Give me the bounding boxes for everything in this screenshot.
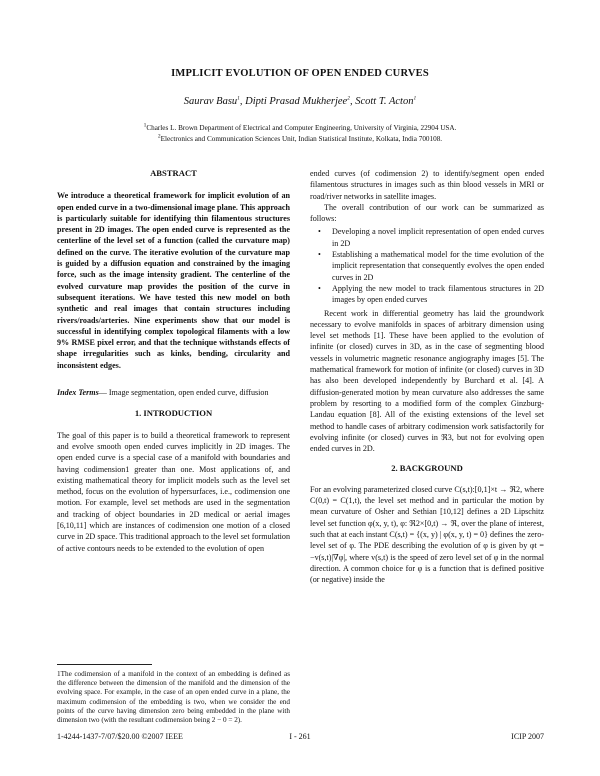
bullet-icon: • — [318, 250, 321, 260]
footer-copyright: 1-4244-1437-7/07/$20.00 ©2007 IEEE — [57, 732, 183, 741]
abstract-text: We introduce a theoretical framework for implicit evolution of an open ended curve in a two-dimensional image plane. This approach is particularly suitable for identifying thin filamentous structures present in 2D images. The open ended curve is represented as the centerline of the level set of a function (called the curvature map) defined on the curve. The iterative evolution of the curvature map is guided by a diffusion equation and constrained by the imaging force, such as the image intensity gradient. The centerline of the evolved curvature map provides the position of the curve in subsequent iterations. We have tested this new model on both synthetic and real images that contain structures including rivers/roads/arteries. Nine experiments show that our model is successful in identifying complex topological filaments with a low 9% RMSE pixel error, and that the technique withstands effects of shape irregularities such as kinks, bending, circularity and inconsistent edges. — [57, 191, 290, 370]
contribution-intro: The overall contribution of our work can be summarized as follows: — [310, 202, 544, 224]
affiliation-sup: 1 — [143, 122, 147, 129]
bullet-icon: • — [318, 227, 321, 237]
author-sup: 1 — [413, 95, 417, 102]
author-list: Saurav Basu$^1$, Dipti Prasad Mukherjee$^2$, Scott T. Acton$^1$ — [183, 95, 417, 107]
index-terms — [57, 387, 290, 398]
list-item-text: Developing a novel implicit representation of open ended curves in 2D — [332, 227, 544, 248]
index-terms-label: Index Terms — [57, 388, 99, 398]
recent-work-text: Recent work in differential geometry has laid the groundwork necessary to evolve manifolds in spaces of arbitrary dimension using level set methods [1]. These have been applied to the evolution of infinite (or closed) curves in 3D, as in the case of segmenting blood vessels in volumetric magnetic resonance angiography images [5]. The mathematical framework for motion of infinite (or closed) curves in 3D has also been developed independently by Burchard et al. [4]. A diffusion-generated motion by mean curvature also addresses the same problem by resorting to a modified form of the complex Ginzburg-Landau equation [8]. All of the existing extensions of the level set method to handle cases of arbitrary codimension work satisfactorily for evolving infinite (or closed) curves in ℜ3, but not for evolving open ended curves in 2D. — [310, 308, 544, 454]
introduction-heading: 1. INTRODUCTION — [134, 408, 213, 419]
abstract-heading: ABSTRACT — [150, 168, 197, 178]
author-name: Saurav Basu — [183, 96, 238, 107]
author-name: Scott T. Acton — [355, 96, 414, 107]
contribution-list — [310, 226, 544, 305]
background-text: For an evolving parameterized closed curve C(s,t):[0,1]×t → ℜ2, where C(0,t) = C(1,t), the level set method and in particular the motion by mean curvature of Osher and Sethian [10,12] defines a 2D Lipschitz level set function φ(x, y, t), φ: ℜ2×[0,t) → ℜ, over the plane of interest, such that at each instant C(s,t) = {(x, y) | φ(x, y, t) = 0} defines the zero-level set of φ. The PDE describing the evolution of φ is given by φt = −v(s,t)|∇φ|, where v(s,t) is the speed of zero level set of φ in the normal direction. A common choice for φ is a function that is defined positive (or negative) inside the — [310, 484, 544, 585]
right-column — [310, 168, 544, 585]
footer-page-number: I - 261 — [289, 732, 311, 741]
index-terms-text: — Image segmentation, open ended curve, diffusion — [98, 388, 269, 398]
author-name: Dipti Prasad Mukherjee — [245, 96, 348, 107]
list-item-text: Establishing a mathematical model for the time evolution of the implicit representation that consequently evolves the open ended curves in 2D — [332, 250, 544, 282]
footer-conference: ICIP 2007 — [511, 732, 544, 741]
list-item — [318, 283, 544, 306]
footnote-rule — [57, 664, 152, 665]
introduction-text: The goal of this paper is to build a theoretical framework to represent and evolve smooth open ended curves implicitly in 2D images. The open ended curve is a special case of a manifold with boundaries and having codimension1 greater than one. Most applications of, and existing mathematical theory for implicit models such as the level set method, focus on the evolution of hypersurfaces, i.e., codimension one motion. For example, level set methods are used in the segmentation and tracking of object boundaries in 2D medical or aerial images [6,10,11] which are instances of codimension one motion of a closed curve in 2D space. This traditional approach to the level set formulation of active contours needs to be extended to the evolution of open — [57, 430, 290, 553]
left-column — [57, 168, 290, 554]
list-item — [318, 226, 544, 249]
list-item-text: Applying the new model to track filamentous structures in 2D images by open ended curves — [332, 283, 544, 305]
list-item — [318, 249, 544, 283]
intro-continuation: ended curves (of codimension 2) to identify/segment open ended filamentous structures in images such as thin blood vessels in MRI or road/river networks in satellite images. — [310, 169, 544, 201]
affiliation — [0, 135, 600, 143]
paper-title: IMPLICIT EVOLUTION OF OPEN ENDED CURVES — [171, 68, 429, 79]
affiliation — [0, 124, 600, 132]
footnote: 1The codimension of a manifold in the context of an embedding is defined as the difference between the dimension of the manifold and the dimension of the evolving space. For example, in the case of an open ended curve in a plane, the maximum codimension of the embedding is two, when we consider the end points of the curve having dimension zero being embedded in the plane with dimension two (with the resultant codimension being 2 − 0 = 2). — [57, 670, 290, 725]
affiliation-sup: 2 — [157, 133, 161, 140]
affiliation-text: Electronics and Communication Sciences Unit, Indian Statistical Institute, Kolkata, India 700108. — [160, 135, 443, 143]
bullet-icon: • — [318, 283, 321, 293]
author-sup: 2 — [347, 95, 350, 102]
author-sup: 1 — [237, 95, 240, 102]
background-heading: 2. BACKGROUND — [391, 463, 463, 474]
affiliation-text: Charles L. Brown Department of Electrical and Computer Engineering, University of Virginia, 22904 USA. — [146, 124, 457, 132]
